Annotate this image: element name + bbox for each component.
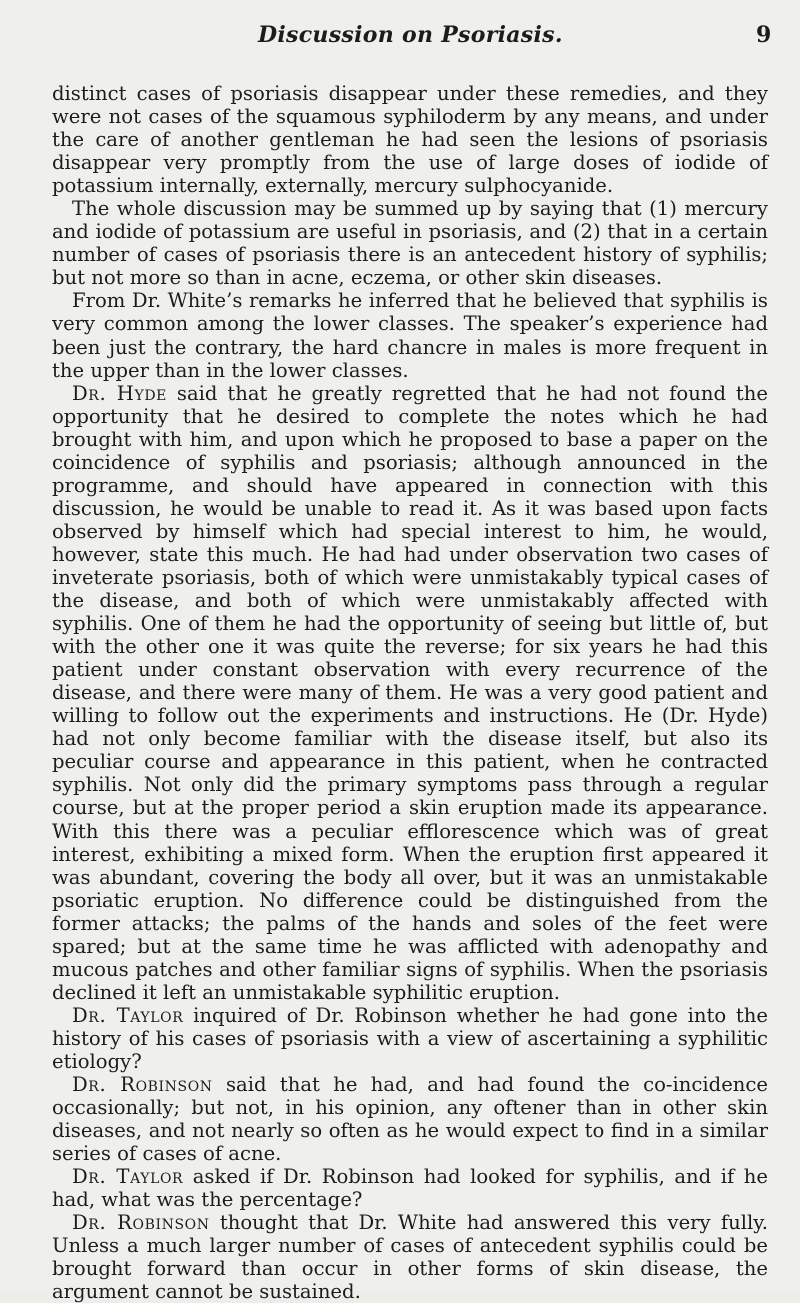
paragraph-text: distinct cases of psoriasis disappear under these remedies, and they were not cases of the squamous syphiloderm by any means, and under the care of another gentleman he had seen the lesions of psoriasis disappear very promptly from the use of large doses of iodide of potassium internally, externally, mercury sulphocyanide.	[52, 82, 768, 198]
paragraph	[52, 1165, 768, 1211]
speaker-name: Dr. Taylor	[72, 1003, 184, 1027]
paragraph-text: From Dr. White’s remarks he inferred that he believed that syphilis is very common among the lower classes. The speaker’s experience had been just the contrary, the hard chancre in males is more frequent in the upper than in the lower classes.	[52, 289, 768, 382]
paragraph	[52, 1004, 768, 1073]
paragraph-text: said that he had, and had found the co-incidence occasionally; but not, in his opinion, any oftener than in other skin diseases, and not nearly so often as he would expect to find in a similar series of cases of acne.	[52, 1073, 768, 1166]
speaker-name: Dr. Robinson	[72, 1073, 213, 1097]
body-text	[52, 82, 768, 1303]
paragraph-text: thought that Dr. White had answered this very fully. Unless a much larger number of cases of antecedent syphilis could be brought forward than occur in other forms of skin disease, the argument cannot be sustained.	[52, 1211, 768, 1303]
paragraph-text: said that he greatly regretted that he had not found the opportunity that he desired to complete the notes which he had brought with him, and upon which he proposed to base a paper on the coincidence of syphilis and psoriasis; although announced in the programme, and should have appeared in connection with this discussion, he would be unable to read it. As it was based upon facts observed by himself which had special interest to him, he would, however, state this much. He had had under observation two cases of inveterate psoriasis, both of which were unmistakably typical cases of the disease, and both of which were unmistakably affected with syphilis. One of them he had the opportunity of seeing but little of, but with the other one it was quite the reverse; for six years he had this patient under constant observation with every recurrence of the disease, and there were many of them. He was a very good patient and willing to follow out the experiments and instructions. He (Dr. Hyde) had not only become familiar with the disease itself, but also its peculiar course and appearance in this patient, when he contracted syphilis. Not only did the primary symptoms pass through a regular course, but at the proper period a skin eruption made its appearance. With this there was a peculiar efflorescence which was of great interest, exhibiting a mixed form. When the eruption first appeared it was abundant, covering the body all over, but it was an unmistakable psoriatic eruption. No difference could be distinguished from the former attacks; the palms of the hands and soles of the feet were spared; but at the same time he was afflicted with adenopathy and mucous patches and other familiar signs of syphilis. When the psoriasis declined it left an unmistakable syphilitic eruption.	[52, 381, 769, 1004]
paragraph	[52, 82, 768, 197]
paragraph-text: inquired of Dr. Robinson whether he had gone into the history of his cases of psoriasis with a view of ascertaining a syphilitic etiology?	[52, 1003, 768, 1073]
paragraph	[52, 289, 768, 381]
page-number: 9	[756, 22, 772, 48]
paragraph	[52, 197, 768, 289]
paragraph	[52, 1073, 768, 1165]
paragraph	[52, 382, 768, 1004]
page-header	[0, 22, 800, 56]
speaker-name: Dr. Robinson	[72, 1211, 210, 1235]
speaker-name: Dr. Hyde	[72, 381, 167, 405]
running-title: Discussion on Psoriasis.	[258, 22, 563, 48]
paragraph-text: asked if Dr. Robinson had looked for syphilis, and if he had, what was the percentage?	[52, 1165, 768, 1212]
speaker-name: Dr. Taylor	[72, 1165, 184, 1189]
paragraph	[52, 1211, 768, 1303]
paragraph-text: The whole discussion may be summed up by saying that (1) mercury and iodide of potassium are useful in psoriasis, and (2) that in a certain number of cases of psoriasis there is an antecedent history of syphilis; but not more so than in acne, eczema, or other skin diseases.	[52, 197, 768, 290]
